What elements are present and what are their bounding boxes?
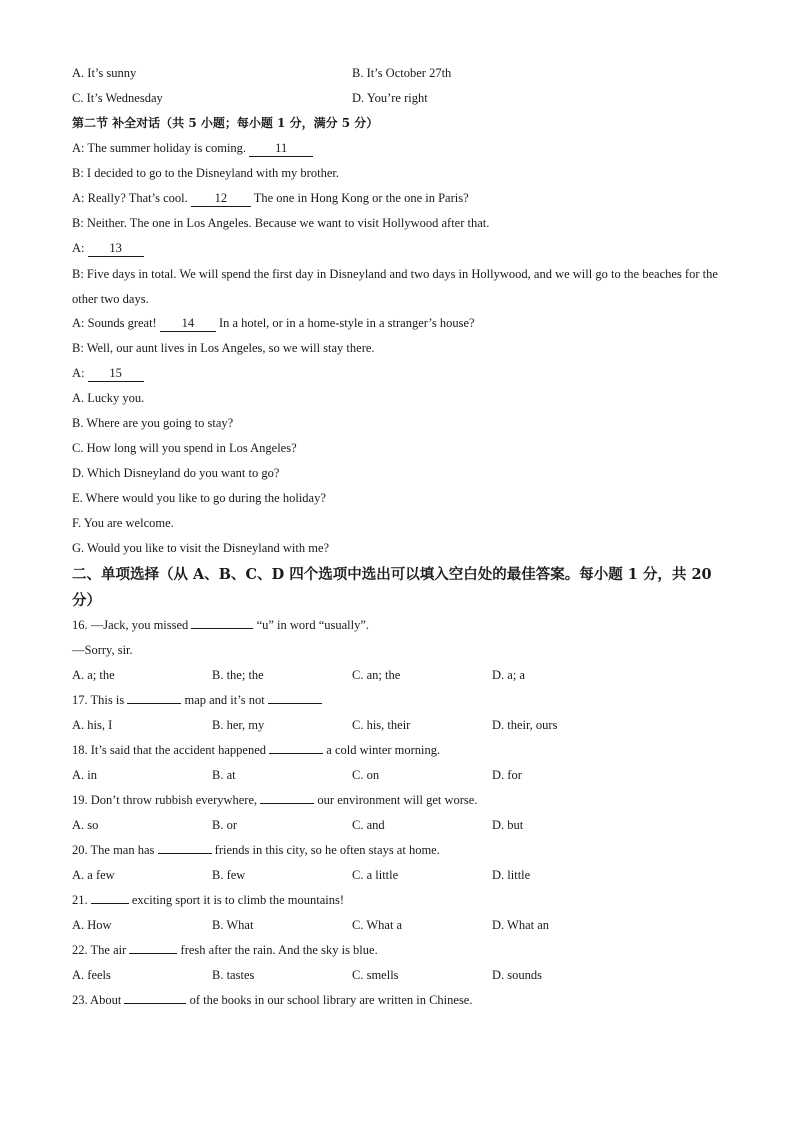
- answer-blank: 14: [160, 316, 216, 332]
- question-options: A. a few B. few C. a little D. little: [72, 868, 531, 882]
- section-heading: 第二节 补全对话（共 5 小题；每小题 1 分，满分 5 分）: [72, 116, 379, 130]
- question-18: 18. It’s said that the accident happened a cold winter morning.: [72, 743, 441, 757]
- answer-blank: [129, 953, 177, 954]
- dialogue-line: A: Really? That’s cool. 12 The one in Hong Kong or the one in Paris?: [72, 191, 469, 205]
- question-21: 21. exciting sport it is to climb the mountains!: [72, 893, 345, 907]
- answer-blank: 13: [88, 241, 144, 257]
- answer-blank: [124, 1003, 186, 1004]
- question-options: A. a; the B. the; the C. an; the D. a; a: [72, 668, 525, 682]
- option-a: A. It’s sunny: [72, 66, 137, 80]
- dialogue-option: G. Would you like to visit the Disneyland with me?: [72, 541, 330, 555]
- dialogue-line: B: I decided to go to the Disneyland with my brother.: [72, 166, 339, 180]
- answer-blank: [260, 803, 314, 804]
- question-options: A. How B. What C. What a D. What an: [72, 918, 550, 932]
- dialogue-option: D. Which Disneyland do you want to go?: [72, 466, 280, 480]
- dialogue-option: F. You are welcome.: [72, 516, 174, 530]
- dialogue-line: B: Five days in total. We will spend the first day in Disneyland and two days in Hollywood, and we will go to the beaches for the other two days.: [72, 267, 718, 306]
- question-options: A. in B. at C. on D. for: [72, 768, 522, 782]
- question-20: 20. The man has friends in this city, so he often stays at home.: [72, 843, 440, 857]
- dialogue-option: E. Where would you like to go during the holiday?: [72, 491, 326, 505]
- option-d: D. You’re right: [352, 91, 428, 105]
- answer-blank: [268, 703, 322, 704]
- answer-blank: [91, 903, 129, 904]
- question-16: 16. —Jack, you missed “u” in word “usually”.: [72, 618, 370, 632]
- answer-blank: [269, 753, 323, 754]
- question-options: A. feels B. tastes C. smells D. sounds: [72, 968, 543, 982]
- option-row: [72, 87, 722, 112]
- answer-blank: 12: [191, 191, 251, 207]
- option-row: [72, 62, 722, 87]
- question-reply: —Sorry, sir.: [72, 643, 133, 657]
- dialogue-option: B. Where are you going to stay?: [72, 416, 234, 430]
- dialogue-line: A: Sounds great! 14 In a hotel, or in a home-style in a stranger’s house?: [72, 316, 475, 330]
- question-options: A. so B. or C. and D. but: [72, 818, 524, 832]
- question-23: 23. About of the books in our school library are written in Chinese.: [72, 993, 473, 1007]
- dialogue-option: A. Lucky you.: [72, 391, 145, 405]
- answer-blank: [127, 703, 181, 704]
- dialogue-line: A: The summer holiday is coming. 11: [72, 137, 722, 162]
- dialogue-line: B: Well, our aunt lives in Los Angeles, so we will stay there.: [72, 341, 375, 355]
- question-19: 19. Don’t throw rubbish everywhere, our environment will get worse.: [72, 793, 478, 807]
- answer-blank: [158, 853, 212, 854]
- answer-blank: [191, 628, 253, 629]
- option-b: B. It’s October 27th: [352, 66, 452, 80]
- answer-blank: 11: [249, 141, 313, 157]
- question-options: A. his, I B. her, my C. his, their D. their, ours: [72, 718, 558, 732]
- dialogue-option: C. How long will you spend in Los Angeles?: [72, 441, 297, 455]
- option-c: C. It’s Wednesday: [72, 91, 163, 105]
- part-heading: 二、单项选择（从 A、B、C、D 四个选项中选出可以填入空白处的最佳答案。每小题 1 分，共 20 分）: [72, 566, 712, 609]
- dialogue-line: A: 15: [72, 362, 722, 387]
- dialogue-line: A: 13: [72, 237, 722, 262]
- question-22: 22. The air fresh after the rain. And the sky is blue.: [72, 943, 378, 957]
- answer-blank: 15: [88, 366, 144, 382]
- exam-page: [72, 62, 722, 1014]
- question-17: 17. This is map and it’s not: [72, 689, 722, 714]
- dialogue-line: B: Neither. The one in Los Angeles. Because we want to visit Hollywood after that.: [72, 216, 490, 230]
